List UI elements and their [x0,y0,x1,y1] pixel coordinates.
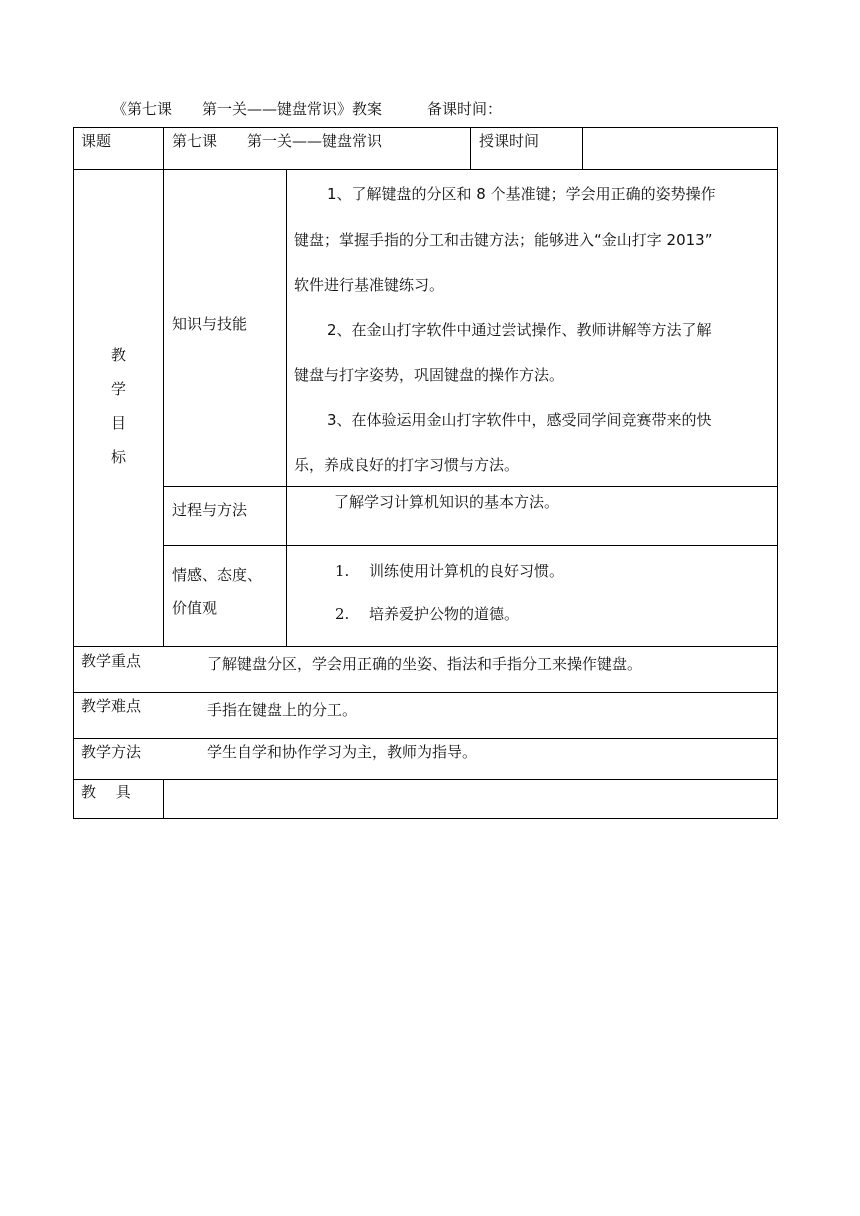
table-col-divider [470,127,471,169]
table-col-divider [163,127,164,647]
objectives-label-char: 教 [111,346,127,364]
topic-value: 第七课 第一关——键盘常识 [172,132,383,150]
knowledge-line: 软件进行基准键练习。 [294,276,445,294]
knowledge-skills-label: 知识与技能 [172,315,248,333]
emotion-item-text: 培养爱护公物的道德。 [369,605,520,623]
topic-label: 课题 [81,132,112,150]
table-border-top [73,127,778,128]
table-col-divider [582,127,583,169]
emotion-item-number: 1. [335,562,350,580]
method-text: 学生自学和协作学习为主，教师为指导。 [207,743,478,761]
key-point-text: 了解键盘分区，学会用正确的坐姿、指法和手指分工来操作键盘。 [207,655,643,673]
teaching-time-label: 授课时间 [479,132,540,150]
objectives-label-char: 标 [111,448,127,466]
emotion-item-text: 训练使用计算机的良好习惯。 [369,562,565,580]
knowledge-line: 1、了解键盘的分区和 8 个基准键；学会用正确的姿势操作 [327,185,716,203]
table-row-divider [163,545,778,546]
knowledge-line: 键盘；掌握手指的分工和击键方法；能够进入“金山打字 2013” [294,231,713,249]
objectives-label-char: 学 [111,380,127,398]
objectives-label-char: 目 [111,414,127,432]
tools-label: 教 具 [81,783,131,801]
emotion-item-number: 2. [335,605,350,623]
emotion-values-label: 价值观 [172,599,218,617]
process-method-label: 过程与方法 [172,501,248,519]
method-label: 教学方法 [81,743,142,761]
key-point-label: 教学重点 [81,652,142,670]
difficulty-text: 手指在键盘上的分工。 [207,701,358,719]
difficulty-label: 教学难点 [81,697,142,715]
table-col-divider [163,779,164,819]
table-border-bottom [73,818,778,819]
table-border-left [73,127,74,819]
table-row-divider [73,779,778,780]
table-row-divider [73,692,778,693]
knowledge-line: 2、在金山打字软件中通过尝试操作、教师讲解等方法了解 [327,321,712,339]
process-method-text: 了解学习计算机知识的基本方法。 [334,493,560,511]
table-row-divider [73,646,778,647]
table-row-divider [73,169,778,170]
table-col-divider [286,169,287,647]
knowledge-line: 3、在体验运用金山打字软件中，感受同学间竞赛带来的快 [327,411,712,429]
knowledge-line: 乐，养成良好的打字习惯与方法。 [294,456,520,474]
document-title: 《第七课 第一关——键盘常识》教案 备课时间： [112,100,503,118]
table-row-divider [163,486,778,487]
table-row-divider [73,738,778,739]
emotion-values-label: 情感、态度、 [172,566,263,584]
table-border-right [777,127,778,819]
knowledge-line: 键盘与打字姿势，巩固键盘的操作方法。 [294,366,565,384]
